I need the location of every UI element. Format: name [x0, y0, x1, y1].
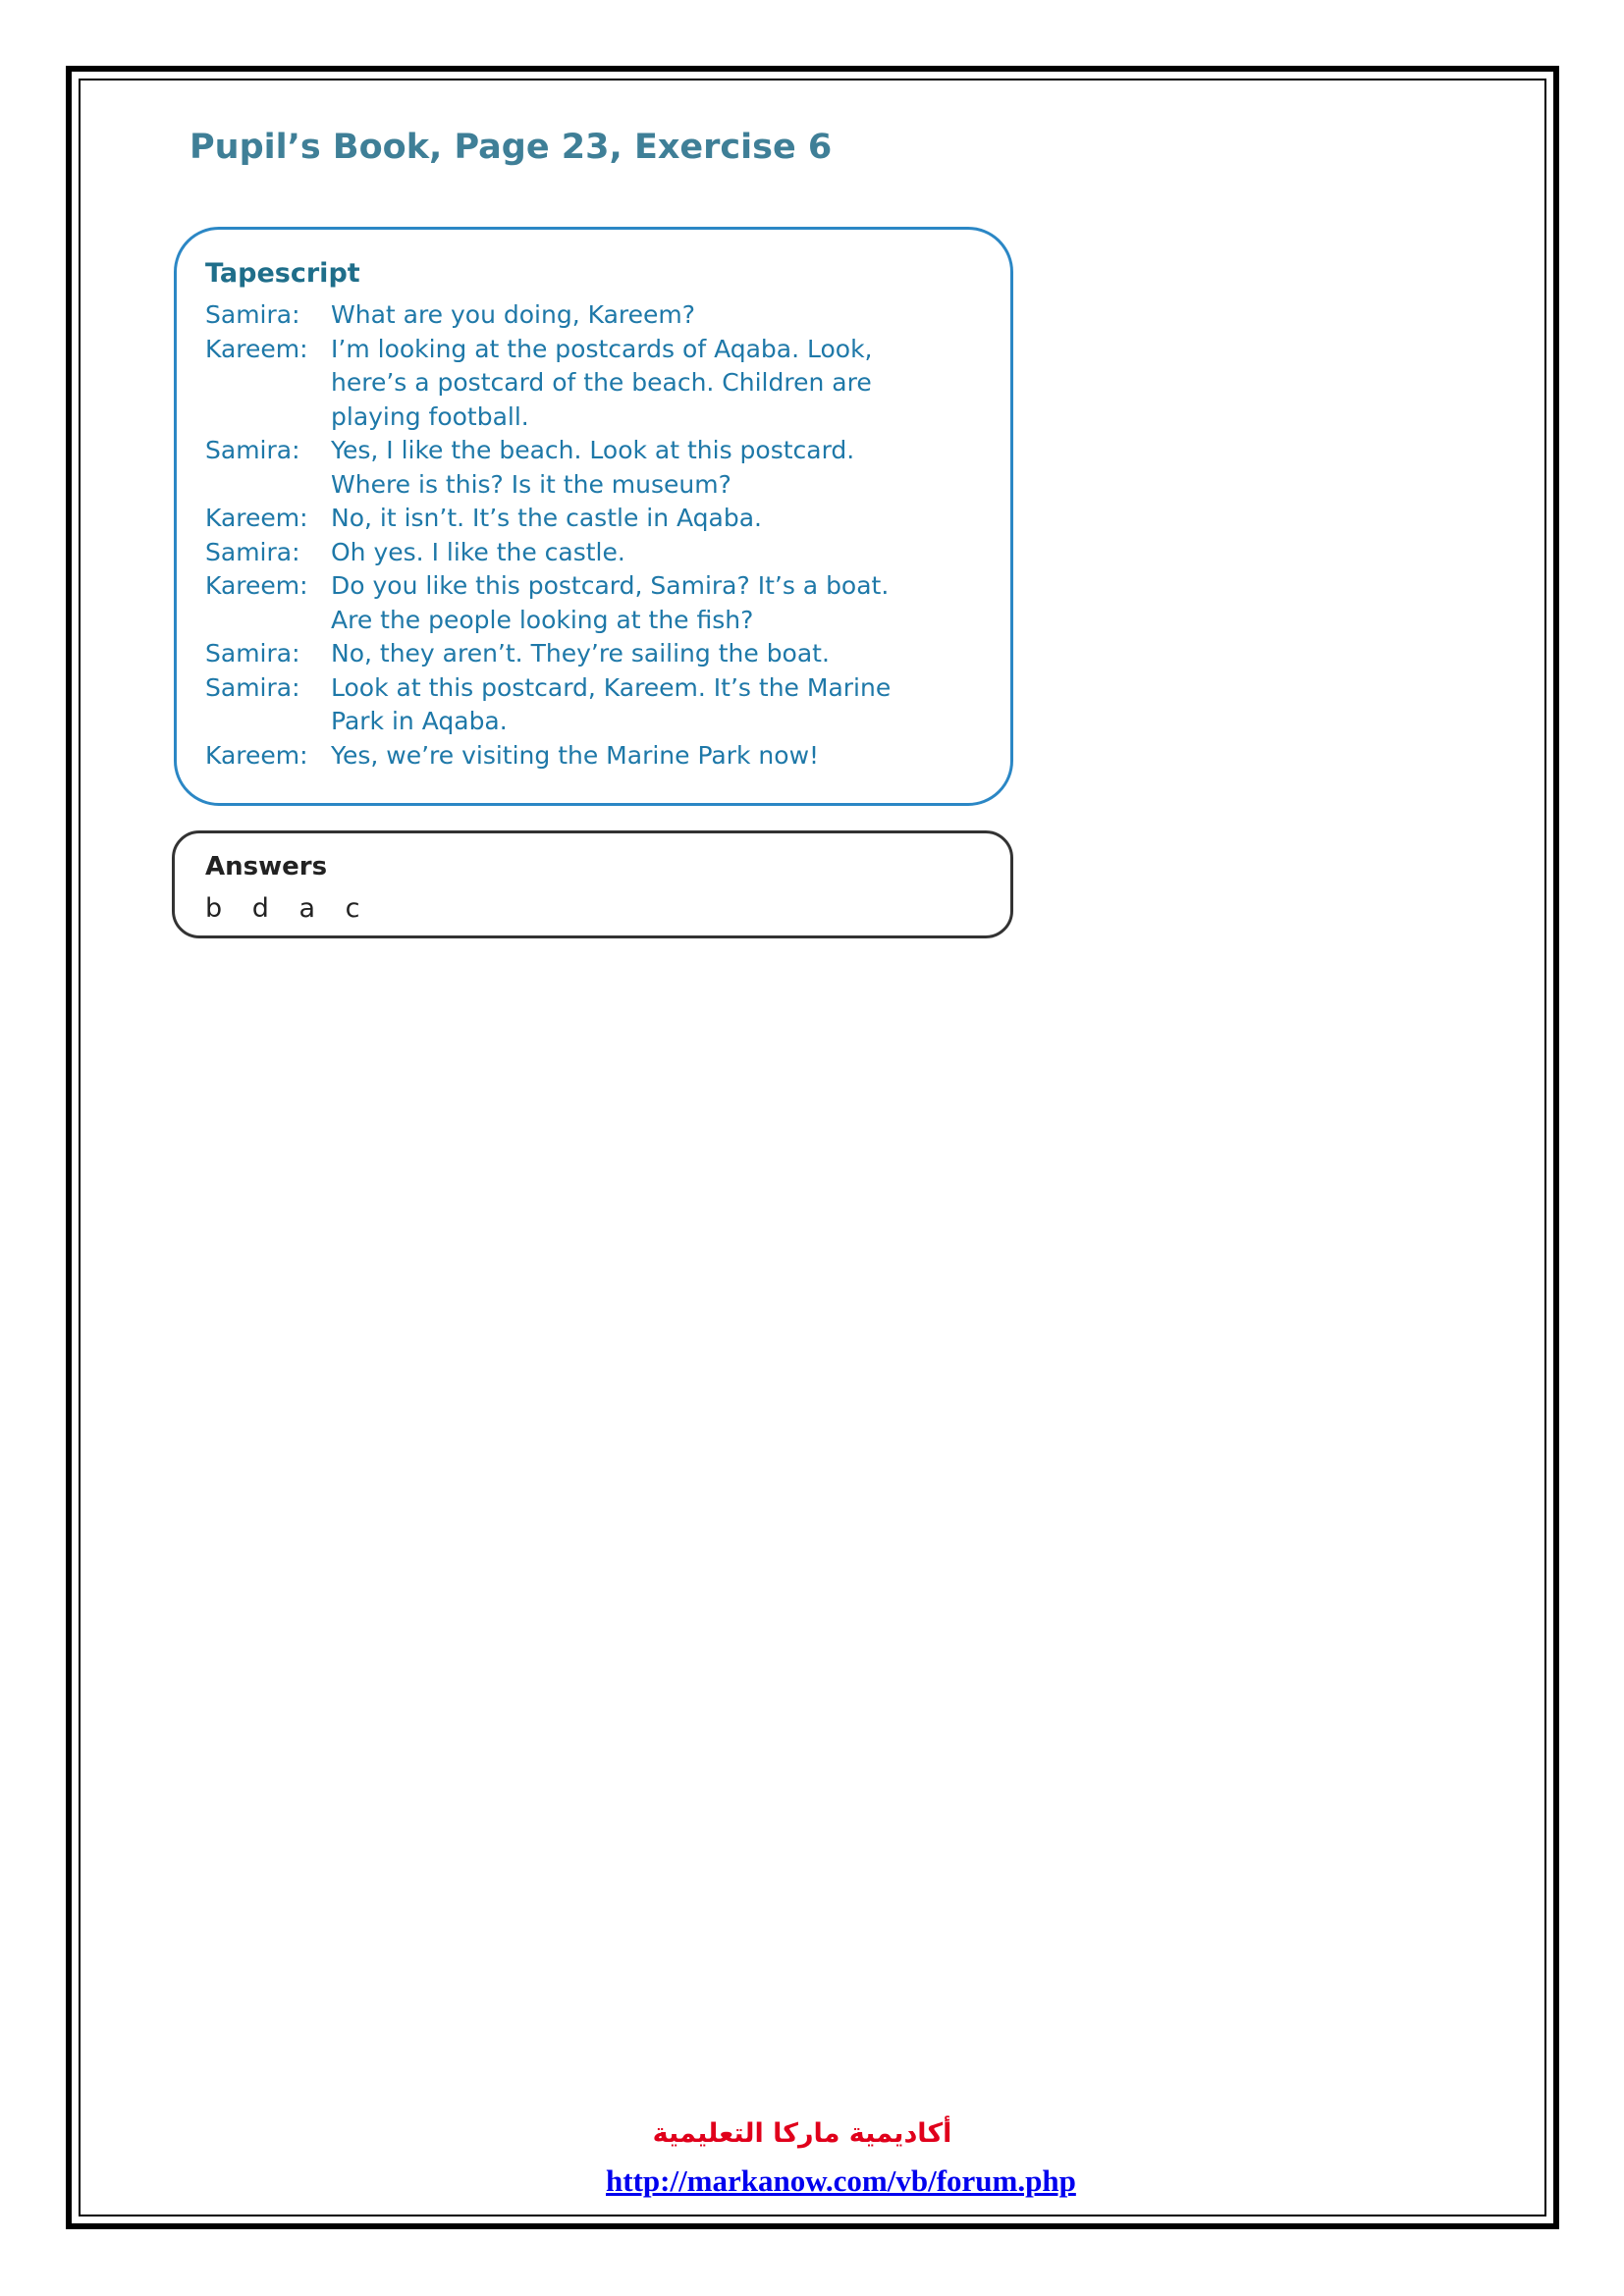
tapescript-line — [205, 671, 991, 739]
speaker-name: Kareem: — [205, 571, 308, 600]
speech-line: Do you like this postcard, Samira? It’s a boat. — [331, 571, 890, 600]
tapescript-line — [205, 569, 991, 637]
speaker-name: Kareem: — [205, 334, 308, 363]
tapescript-line — [205, 739, 991, 774]
tapescript-line — [205, 434, 991, 502]
answers-heading: Answers — [205, 852, 328, 881]
page-title: Pupil’s Book, Page 23, Exercise 6 — [189, 128, 833, 167]
speaker-name: Kareem: — [205, 504, 308, 532]
speech-line: No, they aren’t. They’re sailing the boat. — [331, 639, 830, 667]
speech-text — [331, 637, 991, 671]
speaker-name: Samira: — [205, 672, 300, 702]
speech-line: Yes, I like the beach. Look at this postcard. — [331, 436, 855, 464]
footer-academy-name — [0, 2118, 1624, 2149]
speaker-name: Samira: — [205, 436, 300, 464]
speaker-name: Samira: — [205, 300, 300, 329]
speech-text — [331, 502, 991, 536]
speaker-name: Samira: — [205, 537, 300, 566]
tapescript-line — [205, 637, 991, 671]
tapescript-line — [205, 298, 991, 333]
speech-line: Park in Aqaba. — [331, 707, 508, 735]
tapescript-line — [205, 536, 991, 570]
speech-line: Look at this postcard, Kareem. It’s the Marine — [331, 672, 892, 702]
speech-line: here’s a postcard of the beach. Children are — [331, 368, 872, 397]
speaker-name: Kareem: — [205, 740, 308, 770]
footer-academy-text: أكاديمية ماركا التعليمية — [652, 2118, 952, 2149]
footer-forum-link[interactable]: http://markanow.com/vb/forum.php — [606, 2163, 1076, 2198]
answer-value: a — [298, 893, 316, 924]
tapescript-lines — [205, 298, 991, 773]
tapescript-line — [205, 333, 991, 435]
speech-text — [331, 298, 991, 333]
tapescript-line — [205, 502, 991, 536]
speech-text — [331, 536, 991, 570]
speech-line: I’m looking at the postcards of Aqaba. Look, — [331, 334, 873, 363]
speaker-name: Samira: — [205, 639, 300, 667]
speech-line: What are you doing, Kareem? — [331, 300, 695, 329]
speech-line: Yes, we’re visiting the Marine Park now! — [331, 740, 820, 770]
speech-text — [331, 739, 991, 774]
answers-values — [205, 893, 381, 924]
speech-line: playing football. — [331, 401, 529, 431]
answer-value: d — [251, 893, 269, 924]
speech-text — [331, 671, 991, 739]
speech-text — [331, 333, 991, 435]
speech-line: No, it isn’t. It’s the castle in Aqaba. — [331, 504, 763, 532]
speech-text — [331, 434, 991, 502]
speech-line: Are the people looking at the fish? — [331, 605, 754, 634]
speech-line: Oh yes. I like the castle. — [331, 537, 625, 566]
answer-value: c — [345, 893, 360, 924]
tapescript-heading: Tapescript — [205, 258, 360, 289]
speech-line: Where is this? Is it the museum? — [331, 469, 731, 499]
answer-value: b — [205, 893, 223, 924]
speech-text — [331, 569, 991, 637]
